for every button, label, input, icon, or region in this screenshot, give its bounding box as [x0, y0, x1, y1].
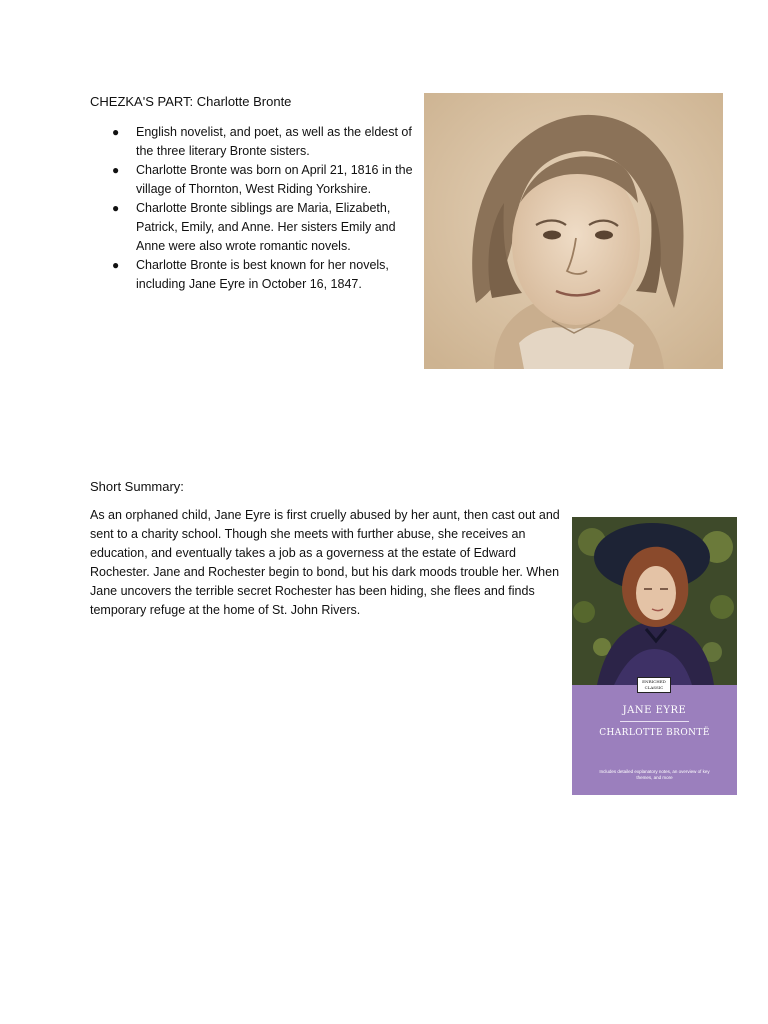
summary-title: Short Summary: [90, 479, 184, 494]
badge-line-2: CLASSIC [644, 685, 664, 690]
bullet-text: Charlotte Bronte is best known for her novels, including Jane Eyre in October 16, 1847. [136, 258, 389, 291]
bullet-item [112, 199, 414, 256]
book-author: CHARLOTTE BRONTË [599, 728, 710, 738]
charlotte-bronte-portrait [424, 93, 723, 369]
cover-divider [620, 721, 689, 722]
book-title: JANE EYRE [622, 705, 687, 716]
bullet-text: Charlotte Bronte was born on April 21, 1816 in the village of Thornton, West Riding Yorkshire. [136, 163, 413, 196]
enriched-classic-badge [637, 677, 671, 693]
bio-bullet-list [112, 123, 414, 294]
cover-painting [572, 517, 737, 685]
bullet-item [112, 161, 414, 199]
badge-line-1: ENRICHED [642, 679, 666, 684]
bullet-dot-icon: ● [112, 125, 120, 139]
section-heading: CHEZKA'S PART: Charlotte Bronte [90, 94, 292, 109]
summary-body: As an orphaned child, Jane Eyre is first cruelly abused by her aunt, then cast out and sent to a charity school. Though she meets with further abuse, she receives an education, and eventually takes a job as a governess at the estate of Edward Rochester. Jane and Rochester begin to bond, but his dark moods trouble her. When Jane uncovers the terrible secret Rochester has been hiding, she flees and finds temporary refuge at the home of St. John Rivers. [90, 508, 560, 617]
bullet-text: English novelist, and poet, as well as the eldest of the three literary Bronte sisters. [136, 125, 412, 158]
bullet-dot-icon: ● [112, 258, 120, 272]
jane-eyre-book-cover [572, 517, 737, 795]
bullet-text: Charlotte Bronte siblings are Maria, Elizabeth, Patrick, Emily, and Anne. Her sisters Emily and Anne were also wrote romantic novels. [136, 201, 396, 253]
bullet-dot-icon: ● [112, 201, 120, 215]
bullet-item [112, 123, 414, 161]
cover-blurb: Includes detailed explanatory notes, an overview of key themes, and more [599, 769, 710, 780]
bullet-dot-icon: ● [112, 163, 120, 177]
portrait-drawing [424, 93, 723, 369]
bullet-item [112, 256, 414, 294]
